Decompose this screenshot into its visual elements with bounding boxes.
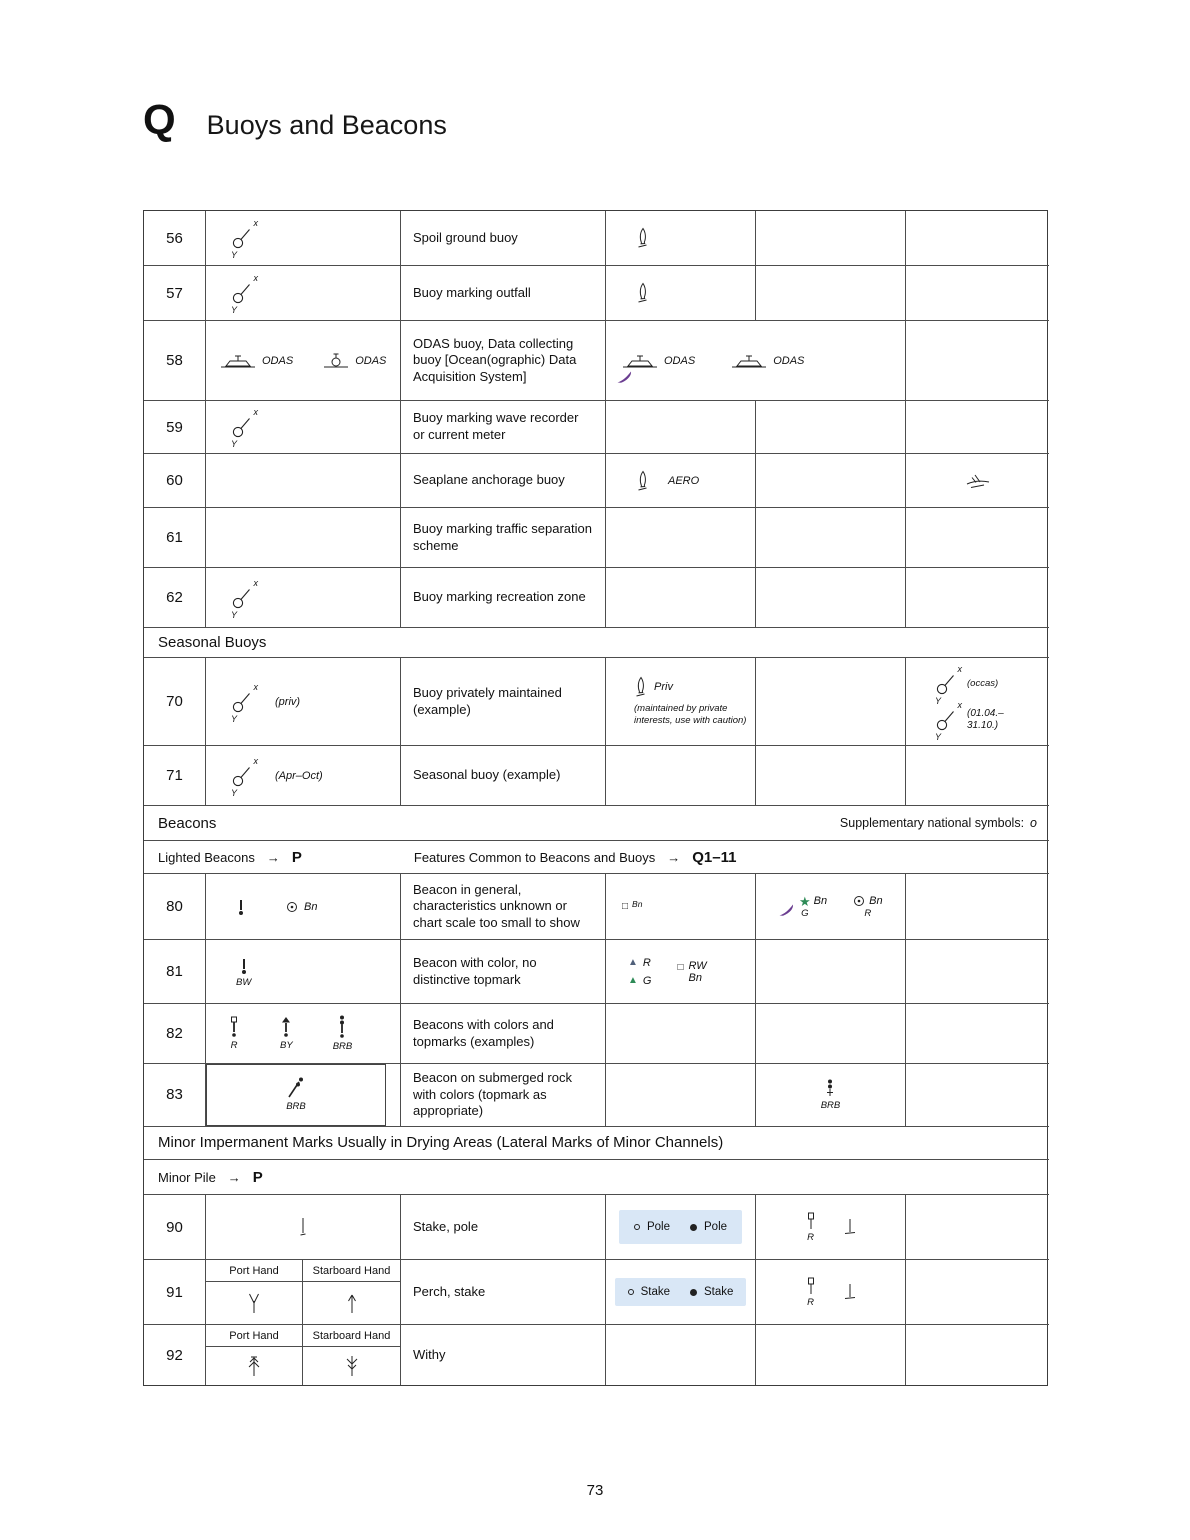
lighted-beacons-label: Lighted Beacons [158, 849, 255, 865]
light-flare-icon [778, 901, 796, 917]
yellow-buoy-icon [230, 755, 258, 798]
table-row [144, 1260, 1047, 1325]
symbol-cell [206, 746, 401, 806]
filled-circle-icon [690, 1224, 697, 1231]
empty-cell [906, 746, 1049, 806]
empty-cell [906, 1004, 1049, 1064]
section-header [144, 806, 1049, 841]
reference-row [144, 1160, 1047, 1195]
stake-icon [843, 1217, 857, 1237]
yellow-buoy-icon [934, 663, 962, 706]
symbol-cell [206, 568, 401, 628]
section-title: Beacons [158, 814, 217, 832]
symbol-cell [756, 874, 906, 940]
r-color-label: R [642, 956, 651, 969]
empty-cell [756, 1004, 906, 1064]
symbol-cell [206, 211, 401, 266]
empty-cell [906, 874, 1049, 940]
arrow-icon: → [227, 1169, 241, 1185]
symbol-cell [756, 1195, 906, 1260]
r-color-label: R [807, 1231, 814, 1243]
bn-label: Bn [632, 898, 643, 909]
rw-color-label: RW [688, 959, 707, 972]
reference-row [144, 841, 1047, 874]
port-hand-withy-icon [245, 1354, 263, 1378]
row-number: 61 [144, 508, 206, 568]
g-color-label: G [801, 907, 809, 919]
priv-label: Priv [654, 681, 673, 694]
description-cell: Beacon in general, characteristics unknown or chart scale too small to show [401, 874, 606, 940]
empty-cell [756, 746, 906, 806]
empty-cell [906, 321, 1049, 401]
empty-cell [756, 568, 906, 628]
buoy-outline-icon [636, 282, 650, 304]
seaplane-icon [963, 471, 993, 491]
row-number: 60 [144, 454, 206, 508]
row-number: 92 [144, 1325, 206, 1385]
x-topmark-label: x [957, 663, 962, 674]
symbol-cell [206, 874, 401, 940]
empty-cell [606, 746, 756, 806]
x-topmark-label: x [253, 755, 258, 766]
beacon-square-topmark-group [228, 1016, 240, 1051]
starboard-hand-header: Starboard Hand [303, 1260, 400, 1282]
row-number: 80 [144, 874, 206, 940]
table-row [144, 211, 1047, 266]
beacon-spheres-position-group [821, 1079, 841, 1111]
symbol-cell [906, 658, 1049, 746]
section-title: Minor Impermanent Marks Usually in Drying Areas (Lateral Marks of Minor Channels) [144, 1126, 1049, 1160]
private-buoy-group [634, 676, 752, 727]
national-symbol-box [619, 1210, 742, 1244]
starboard-hand-symbol [303, 1347, 400, 1385]
y-color-label: Y [231, 609, 238, 620]
port-hand-header: Port Hand [206, 1325, 303, 1347]
row-number: 58 [144, 321, 206, 401]
row-number: 71 [144, 746, 206, 806]
bn-symbol-group [286, 901, 317, 913]
empty-cell [756, 266, 906, 321]
section-title: Seasonal Buoys [144, 628, 1049, 658]
description-cell: Spoil ground buoy [401, 211, 606, 266]
y-color-label: Y [231, 787, 238, 798]
reference-cell [144, 841, 1049, 874]
table-row [144, 1195, 1047, 1260]
beacon-icon [236, 897, 246, 917]
stake-label: Stake [704, 1286, 734, 1298]
x-topmark-label: x [957, 699, 962, 710]
buoy-outline-icon [634, 676, 648, 698]
brb-color-label: BRB [332, 1041, 353, 1052]
brb-color-label: BRB [286, 1101, 306, 1113]
beacon-square-topmark-icon [228, 1016, 240, 1039]
y-color-label: Y [935, 695, 942, 706]
table-row [144, 1004, 1047, 1064]
buoy-outline-icon [636, 227, 650, 249]
supplementary-label: Supplementary national symbols: [839, 816, 1025, 830]
row-number: 62 [144, 568, 206, 628]
table-row [144, 266, 1047, 321]
supplementary-ref: o [1030, 816, 1037, 830]
r-color-label: R [864, 907, 872, 919]
star-icon: ★ [799, 893, 811, 909]
yellow-buoy-icon [230, 218, 258, 260]
section-header-row [144, 806, 1047, 841]
private-note: (maintained by private interests, use with caution) [634, 703, 747, 726]
stake-label: Stake [640, 1286, 670, 1298]
description-cell: Stake, pole [401, 1195, 606, 1260]
yellow-buoy-icon [230, 273, 258, 315]
x-topmark-label: x [253, 681, 258, 692]
description-cell: Beacons with colors and topmarks (examples) [401, 1004, 606, 1064]
beacon-spheres-topmark-group [333, 1015, 353, 1052]
symbol-cell [206, 1195, 401, 1260]
y-color-label: Y [231, 250, 238, 260]
reference-cell [144, 1160, 1049, 1195]
square-icon: □ [677, 961, 684, 973]
odas-buoy-icon [220, 352, 256, 370]
odas-buoy-icon [731, 352, 767, 370]
open-circle-icon [628, 1289, 634, 1295]
empty-cell [606, 401, 756, 454]
green-triangle-icon: ▲ [628, 974, 638, 986]
open-pole-group [634, 1221, 670, 1233]
symbol-cell [606, 454, 756, 508]
empty-cell [756, 454, 906, 508]
yellow-buoy-icon [934, 699, 962, 742]
description-cell: Buoy marking traffic separation scheme [401, 508, 606, 568]
empty-cell [606, 568, 756, 628]
symbol-cell [606, 940, 756, 1004]
table-row [144, 508, 1047, 568]
row-number: 90 [144, 1195, 206, 1260]
beacon-spheres-topmark-icon [336, 1015, 348, 1040]
table-row [144, 401, 1047, 454]
section-letter: Q [143, 96, 177, 143]
pole-icon [299, 1217, 307, 1237]
x-topmark-label: x [253, 273, 258, 283]
pole-square-flag-icon [805, 1212, 817, 1231]
aero-label: AERO [668, 474, 700, 487]
lighted-beacon-group [778, 895, 827, 919]
odas-label: ODAS [773, 354, 805, 367]
table-row [144, 658, 1047, 746]
odas-symbol-group [622, 352, 695, 370]
dates-label: (01.04.– 31.10.) [967, 707, 1004, 731]
symbol-cell [206, 1325, 401, 1385]
section-header-row [144, 1126, 1047, 1160]
description-cell: Buoy marking wave recorder or current meter [401, 401, 606, 454]
row-number: 57 [144, 266, 206, 321]
yellow-buoy-icon [230, 407, 258, 449]
triangle-group [628, 957, 651, 987]
beacon-cone-topmark-group [280, 1016, 293, 1051]
stake-icon [843, 1282, 857, 1302]
beacon-on-rock-icon [285, 1077, 307, 1100]
x-topmark-label: x [253, 577, 258, 588]
table-row [144, 1325, 1047, 1385]
row-number: 83 [144, 1064, 206, 1127]
empty-cell [756, 508, 906, 568]
empty-cell [606, 1064, 756, 1127]
open-stake-group [628, 1286, 670, 1298]
bn-label: Bn [869, 894, 883, 907]
beacon-icon [239, 956, 249, 976]
g-color-label: G [642, 974, 652, 987]
beacon-on-rock-box [206, 1064, 386, 1126]
starboard-hand-header: Starboard Hand [303, 1325, 400, 1347]
bw-color-label: BW [236, 976, 252, 988]
y-color-label: Y [231, 439, 238, 449]
symbol-cell [606, 874, 756, 940]
bn-label: Bn [813, 894, 828, 907]
starboard-hand-symbol [303, 1282, 400, 1324]
empty-cell [906, 940, 1049, 1004]
bn-label: Bn [304, 900, 318, 913]
symbol-cell [206, 1064, 401, 1127]
brb-color-label: BRB [820, 1099, 841, 1111]
odas-symbol-group [731, 352, 804, 370]
empty-cell [756, 658, 906, 746]
features-common-label: Features Common to Beacons and Buoys [413, 849, 656, 865]
colored-beacon-group [236, 956, 251, 988]
empty-cell [906, 211, 1049, 266]
table-row [144, 940, 1047, 1004]
r-color-label: R [230, 1040, 238, 1051]
description-cell: Seaplane anchorage buoy [401, 454, 606, 508]
red-triangle-icon: ▲ [628, 956, 638, 968]
season-label: (Apr–Oct) [275, 769, 323, 782]
page-header [143, 96, 447, 144]
empty-cell [756, 1325, 906, 1385]
x-topmark-label: x [253, 407, 258, 417]
filled-pole-group [690, 1221, 727, 1233]
rw-bn-group [677, 960, 706, 984]
section-header-row [144, 628, 1047, 658]
pole-label: Pole [646, 1221, 670, 1233]
symbol-cell [206, 1004, 401, 1064]
odas-toroid-buoy-icon [323, 352, 349, 370]
symbol-cell [606, 1260, 756, 1325]
empty-cell [906, 266, 1049, 321]
empty-cell [906, 508, 1049, 568]
x-topmark-label: x [253, 218, 258, 228]
description-cell: Seasonal buoy (example) [401, 746, 606, 806]
pole-label: Pole [704, 1221, 728, 1233]
symbol-cell [606, 658, 756, 746]
lighted-beacons-ref: P [291, 848, 302, 866]
symbol-cell [756, 1064, 906, 1127]
empty-cell [756, 211, 906, 266]
r-color-label: R [807, 1296, 814, 1308]
description-cell: Perch, stake [401, 1260, 606, 1325]
private-abbr-label: (priv) [275, 695, 301, 708]
symbol-cell [606, 266, 756, 321]
flag-pole-group [805, 1212, 817, 1243]
minor-pile-ref: P [252, 1168, 263, 1186]
position-circle-icon [286, 901, 298, 913]
description-cell: Beacon on submerged rock with colors (topmark as appropriate) [401, 1064, 606, 1127]
occas-label: (occas) [967, 678, 999, 689]
supplementary-note [840, 816, 1037, 830]
row-number: 82 [144, 1004, 206, 1064]
table-row [144, 874, 1047, 940]
page-title: Buoys and Beacons [206, 110, 447, 140]
pole-square-flag-icon [805, 1277, 817, 1296]
buoy-outline-icon [636, 470, 650, 492]
empty-cell [756, 940, 906, 1004]
beacon-cone-topmark-icon [280, 1016, 292, 1039]
port-hand-perch-icon [246, 1292, 262, 1314]
y-color-label: Y [231, 305, 238, 315]
arrow-icon: → [667, 849, 681, 865]
minor-pile-label: Minor Pile [158, 1169, 216, 1185]
symbol-cell [206, 401, 401, 454]
odas-label: ODAS [664, 354, 696, 367]
filled-circle-icon [690, 1289, 697, 1296]
empty-cell [906, 401, 1049, 454]
description-cell: Withy [401, 1325, 606, 1385]
description-cell: Buoy marking outfall [401, 266, 606, 321]
filled-stake-group [690, 1286, 733, 1298]
symbol-cell [206, 940, 401, 1004]
port-hand-symbol [206, 1282, 303, 1324]
odas-label: ODAS [262, 354, 294, 367]
bn-label: Bn [688, 971, 702, 984]
table-row [144, 568, 1047, 628]
port-hand-header: Port Hand [206, 1260, 303, 1282]
description-cell: ODAS buoy, Data collecting buoy [Ocean(ographic) Data Acquisition System] [401, 321, 606, 401]
yellow-buoy-icon [230, 577, 258, 620]
starboard-hand-perch-icon [344, 1292, 360, 1314]
symbol-cell [206, 1260, 401, 1325]
square-icon: □ [622, 900, 629, 912]
odas-symbol-group [220, 352, 293, 370]
description-cell: Buoy marking recreation zone [401, 568, 606, 628]
features-common-ref: Q1–11 [692, 848, 737, 866]
beacon-spheres-position-icon [824, 1079, 836, 1099]
bn-square-group [622, 898, 643, 912]
empty-cell [606, 1325, 756, 1385]
row-number: 91 [144, 1260, 206, 1325]
row-number: 59 [144, 401, 206, 454]
symbol-cell [606, 211, 756, 266]
features-common-group [414, 849, 737, 866]
symbol-cell [206, 658, 401, 746]
page-number: 73 [586, 1482, 604, 1499]
symbol-cell [606, 321, 906, 401]
seasonal-examples-group [934, 663, 1029, 742]
light-flare-icon [616, 368, 634, 384]
empty-cell [906, 1325, 1049, 1385]
table-row [144, 1064, 1047, 1126]
row-number: 81 [144, 940, 206, 1004]
port-hand-symbol [206, 1347, 303, 1385]
flag-pole-group [805, 1277, 817, 1308]
symbol-cell [906, 454, 1049, 508]
empty-cell [756, 401, 906, 454]
row-number: 56 [144, 211, 206, 266]
yellow-buoy-icon [230, 681, 258, 724]
empty-cell [906, 1195, 1049, 1260]
bn-circle-group [853, 895, 882, 919]
open-circle-icon [634, 1224, 640, 1230]
symbol-cell [206, 266, 401, 321]
national-symbol-box [615, 1278, 747, 1306]
table-row [144, 321, 1047, 401]
y-color-label: Y [935, 731, 942, 742]
starboard-hand-withy-icon [343, 1354, 361, 1378]
empty-cell [906, 1260, 1049, 1325]
row-number: 70 [144, 658, 206, 746]
symbol-cell [756, 1260, 906, 1325]
table-row [144, 454, 1047, 508]
empty-cell [606, 508, 756, 568]
odas-label: ODAS [355, 354, 387, 367]
empty-cell [606, 1004, 756, 1064]
empty-cell [206, 508, 401, 568]
empty-cell [906, 568, 1049, 628]
empty-cell [906, 1064, 1049, 1127]
arrow-icon: → [266, 849, 280, 865]
description-cell: Beacon with color, no distinctive topmark [401, 940, 606, 1004]
empty-cell [206, 454, 401, 508]
symbols-table [143, 210, 1048, 1386]
symbol-cell [206, 321, 401, 401]
symbol-cell [606, 1195, 756, 1260]
description-cell: Buoy privately maintained (example) [401, 658, 606, 746]
odas-symbol-group [323, 352, 386, 370]
position-circle-icon [853, 895, 865, 907]
by-color-label: BY [280, 1040, 293, 1051]
y-color-label: Y [231, 713, 238, 724]
table-row [144, 746, 1047, 806]
